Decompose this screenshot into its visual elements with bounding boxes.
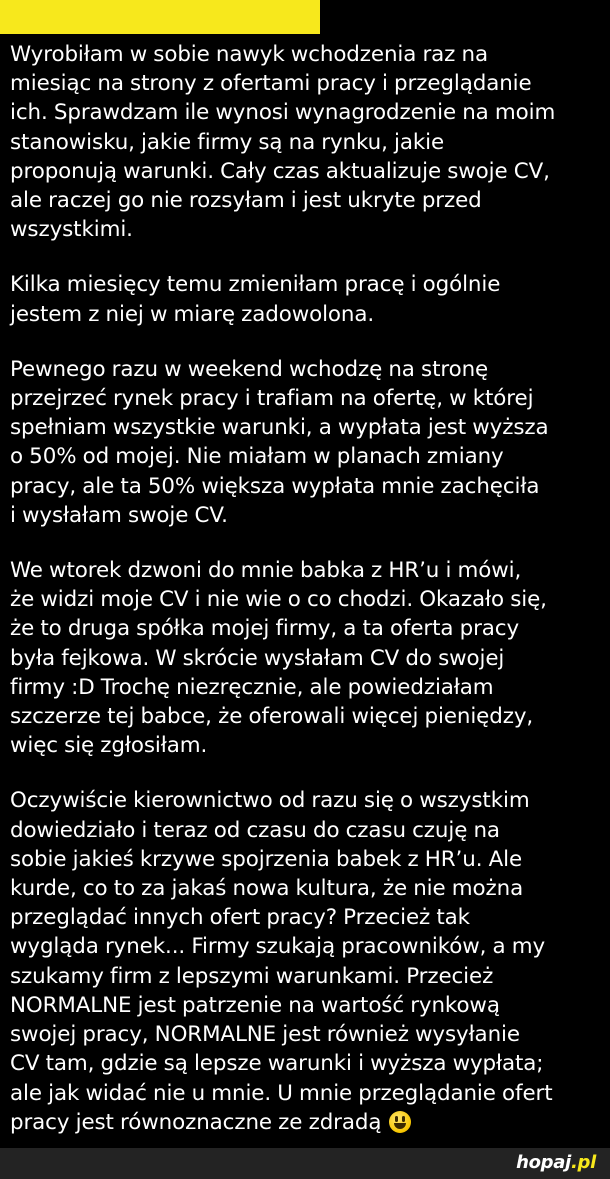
story-line: Wyrobiłam w sobie nawyk wchodzenia raz na (10, 42, 488, 67)
story-line: że to druga spółka mojej firmy, a ta oferta pracy (10, 616, 520, 642)
story-line: jestem z niej w miarę zadowolona. (10, 301, 375, 327)
story-line: ale raczej go nie rozsyłam i jest ukryte przed (10, 188, 482, 214)
story-paragraph (10, 556, 602, 760)
story-paragraph (10, 40, 602, 244)
story-line: Pewnego razu w weekend wchodzę na stronę (10, 356, 489, 382)
story-line: i wysłałam swoje CV. (10, 502, 228, 528)
footer-bar (0, 1148, 610, 1179)
site-logo-link[interactable] (516, 1152, 596, 1173)
story-line: We wtorek dzwoni do mnie babka z HR’u i mówi, (10, 558, 522, 584)
story-line: Oczywiście kierownictwo od razu się o wszystkim (10, 788, 530, 814)
story-line: wszystkimi. (10, 217, 133, 243)
story-line: CV tam, gdzie są lepsze warunki i wyższa wypłata; (10, 1051, 544, 1077)
story-text (10, 40, 602, 1163)
story-line: przejrzeć rynek pracy i trafiam na ofertę, w której (10, 386, 534, 412)
logo-main-text: hopaj (516, 1152, 571, 1173)
story-line: Kilka miesięcy temu zmieniłam pracę i ogólnie (10, 272, 501, 298)
story-paragraph (10, 786, 602, 1136)
logo-dot: . (570, 1152, 578, 1173)
story-line: stanowisku, jakie firmy są na rynku, jakie (10, 129, 445, 155)
grinning-face-emoji-icon (389, 1111, 411, 1133)
story-line: miesiąc na strony z ofertami pracy i przeglądanie (10, 71, 532, 97)
story-line: że widzi moje CV i nie wie o co chodzi. Okazało się, (10, 587, 547, 613)
story-line: firmy :D Trochę niezręcznie, ale powiedziałam (10, 674, 494, 700)
story-paragraph (10, 270, 602, 328)
story-line: więc się zgłosiłam. (10, 733, 208, 759)
story-line: dowiedziało i teraz od czasu do czasu czuję na (10, 817, 500, 843)
story-line: szukamy firm z lepszymi warunkami. Przecież (10, 963, 494, 989)
story-line: NORMALNE jest patrzenie na wartość rynkową (10, 992, 500, 1018)
story-paragraph (10, 355, 602, 530)
story-line: o 50% od mojej. Nie miałam w planach zmiany (10, 444, 504, 470)
story-line: kurde, co to za jakaś nowa kultura, że nie można (10, 876, 524, 902)
story-line: przeglądać innych ofert pracy? Przecież tak (10, 905, 470, 931)
header-yellow-bar (0, 0, 320, 34)
story-line: ich. Sprawdzam ile wynosi wynagrodzenie na moim (10, 100, 556, 126)
story-line: swojej pracy, NORMALNE jest również wysyłanie (10, 1022, 520, 1048)
story-line: pracy jest równoznaczne ze zdradą (10, 1108, 602, 1137)
logo-tld: pl (577, 1152, 596, 1173)
story-line: sobie jakieś krzywe spojrzenia babek z HR’u. Ale (10, 846, 523, 872)
story-line: spełniam wszystkie warunki, a wypłata jest wyższa (10, 415, 549, 441)
story-line: szczerze tej babce, że oferowali więcej pieniędzy, (10, 704, 534, 730)
story-line: pracy, ale ta 50% większa wypłata mnie zachęciła (10, 473, 540, 499)
story-line: ale jak widać nie u mnie. U mnie przeglądanie ofert (10, 1080, 553, 1106)
story-line: była fejkowa. W skrócie wysłałam CV do swojej (10, 645, 505, 671)
story-line: wygląda rynek... Firmy szukają pracowników, a my (10, 934, 546, 960)
story-line: proponują warunki. Cały czas aktualizuje swoje CV, (10, 158, 550, 184)
